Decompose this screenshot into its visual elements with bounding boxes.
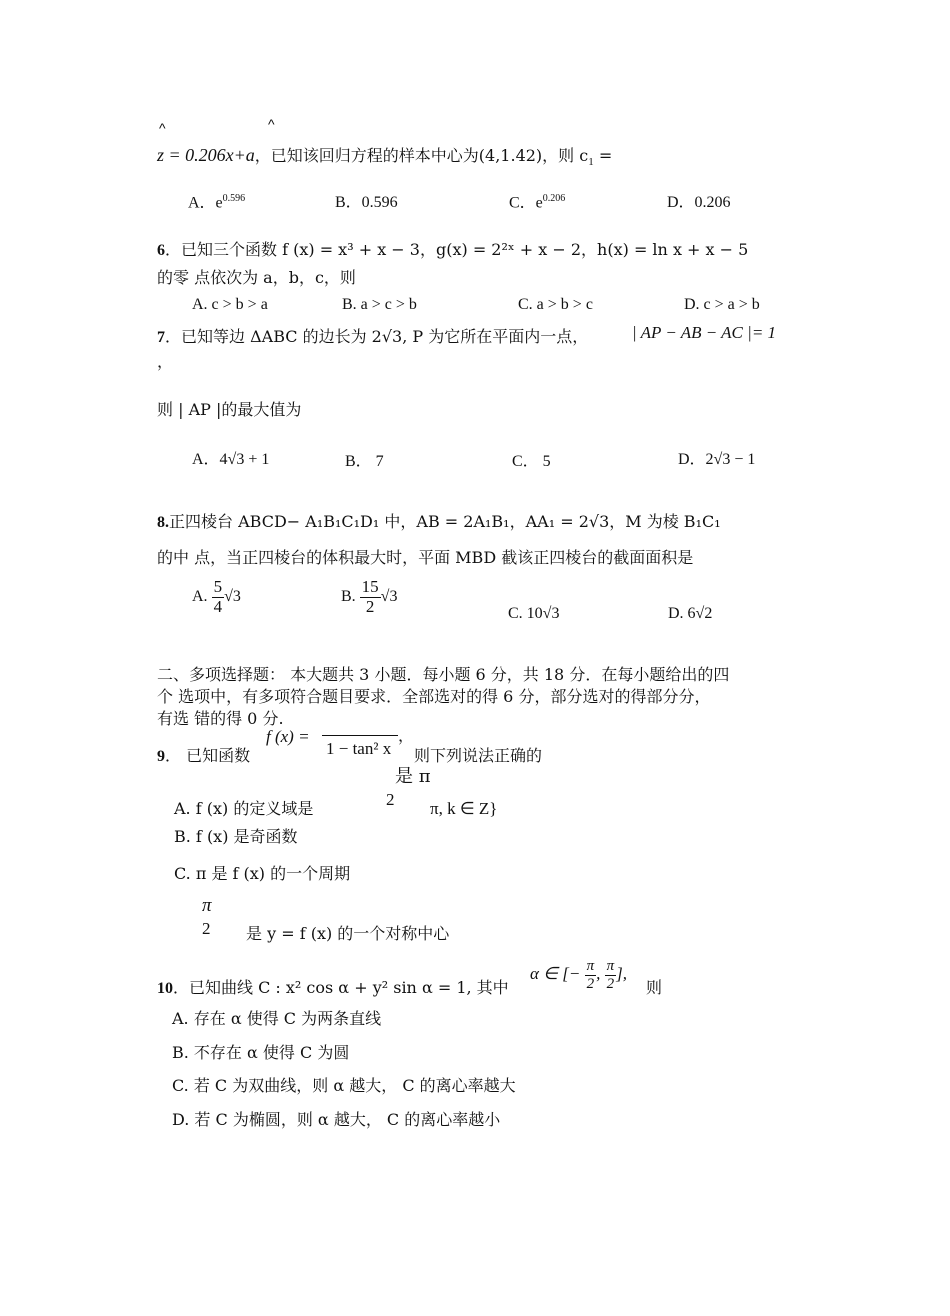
q8-option-a-label: A.: [192, 587, 208, 605]
q9-suffix-continuation: 是 π: [395, 766, 431, 787]
q10-number: 10: [157, 980, 173, 997]
q6-stem-line1: [157, 240, 748, 261]
q9-number: 9: [157, 748, 165, 765]
q10-option-d[interactable]: D. 若 C 为椭圆，则 α 越大， C 的离心率越小: [172, 1110, 501, 1129]
q8-option-b-radical: √3: [380, 587, 398, 605]
q10-range-frac-2: [605, 958, 617, 992]
q9-fraction-bar: [322, 735, 398, 736]
section2-instructions-line3: 有选 错的得 0 分.: [157, 709, 284, 728]
q8-option-b-fraction: [360, 578, 381, 616]
q10-range: α ∈ [− $\frac{\pi}{2}$ , $\frac{\pi}{2}$ ],: [530, 958, 627, 992]
q5-option-c-label: C．e: [509, 194, 543, 212]
q9-fraction-denominator: 1 − tan² x: [326, 739, 392, 758]
q8-option-b[interactable]: [341, 578, 397, 616]
q9-option-d[interactable]: 是 y = f (x) 的一个对称中心: [246, 924, 450, 943]
q5-sub: 1: [588, 156, 594, 169]
q8-text: 正四棱台 ABCD− A₁B₁C₁D₁ 中，AB = 2A₁B₁，AA₁ = 2√3，M 为棱 B₁C₁: [169, 512, 721, 531]
q9-function-lhs: f (x) =: [266, 727, 310, 746]
q5-equation-line: [157, 144, 612, 170]
q8-option-a[interactable]: [192, 578, 241, 616]
q7-comma: ，: [157, 352, 174, 371]
q9-option-a-frac-den: 2: [386, 790, 395, 809]
q5-text: ，已知该回归方程的样本中心为(4,1.42)，则 c: [254, 146, 589, 165]
q9-option-d-pi: π: [202, 895, 212, 916]
q9-option-a-set: π, k ∈ Z}: [430, 799, 498, 818]
q5-option-c-exp: 0.206: [542, 193, 566, 204]
q6-option-c[interactable]: C. a > b > c: [518, 296, 593, 313]
q10-option-c[interactable]: C. 若 C 为双曲线，则 α 越大， C 的离心率越大: [172, 1076, 516, 1095]
q8-option-a-denominator: 4: [213, 596, 223, 616]
q10-tail: 则: [646, 978, 663, 997]
q8-option-a-radical: √3: [224, 587, 241, 605]
q10-range-prefix: α ∈ [−: [530, 963, 581, 983]
q9-stem: [157, 746, 250, 767]
q6-option-a[interactable]: A. c > b > a: [192, 296, 268, 313]
q5-option-a[interactable]: [188, 193, 245, 213]
q9-option-c[interactable]: C. π 是 f (x) 的一个周期: [174, 864, 351, 883]
q5-tail: =: [593, 146, 613, 165]
q8-stem-line1: [157, 512, 721, 533]
q9-option-d-den: 2: [202, 919, 211, 938]
q10-range-frac-2-num: π: [606, 958, 615, 974]
q10-range-frac-1: [585, 958, 597, 992]
q9-fraction-tail: ，: [398, 726, 415, 745]
q8-option-a-fraction: [212, 578, 225, 616]
q8-option-b-numerator: 15: [361, 577, 379, 596]
regression-equation: z = 0.206x+a: [157, 145, 255, 165]
q8-option-a-numerator: 5: [213, 577, 223, 596]
q8-stem-line2: 的中 点，当正四棱台的体积最大时，平面 MBD 截该正四棱台的截面面积是: [157, 548, 694, 567]
q6-option-b[interactable]: B. a > c > b: [342, 296, 417, 313]
q8-option-b-label: B.: [341, 587, 356, 605]
section2-instructions-line1: 二、多项选择题： 本大题共 3 小题．每小题 6 分，共 18 分．在每小题给出的四: [157, 665, 730, 684]
section2-instructions-line2: 个 选项中，有多项符合题目要求．全部选对的得 6 分，部分选对的得部分分，: [157, 687, 711, 706]
hat-symbol: ^: [159, 120, 166, 136]
q7-option-a[interactable]: A．4√3 + 1: [192, 451, 270, 468]
q8-option-b-denominator: 2: [365, 596, 375, 616]
q10-range-end: ],: [616, 963, 627, 983]
q6-text: ．已知三个函数 f (x) = x³ + x − 3，g(x) = 2²ˣ + x − 2，h(x) = ln x + x − 5: [165, 240, 749, 259]
q5-option-a-exp: 0.596: [222, 193, 246, 204]
q5-option-c[interactable]: [509, 193, 565, 213]
q10-range-frac-1-num: π: [586, 958, 595, 974]
q7-option-b[interactable]: B． 7: [345, 453, 384, 470]
q5-option-a-label: A．e: [188, 194, 223, 212]
q7-option-d[interactable]: D．2√3 − 1: [678, 451, 756, 468]
q7-vector-condition: | AP − AB − AC |= 1: [632, 323, 777, 342]
q10-text: ．已知曲线 C : x² cos α + y² sin α = 1, 其中: [173, 978, 509, 997]
q7-text: ．已知等边 ΔABC 的边长为 2√3, P 为它所在平面内一点，: [165, 327, 589, 346]
q8-option-c[interactable]: C. 10√3: [508, 605, 560, 622]
q5-option-b[interactable]: B．0.596: [335, 194, 398, 211]
q6-stem-line2: 的零 点依次为 a，b，c，则: [157, 268, 356, 287]
q10-option-a[interactable]: A. 存在 α 使得 C 为两条直线: [172, 1009, 382, 1028]
q10-range-frac-1-den: 2: [586, 975, 595, 992]
q9-suffix: 则下列说法正确的: [414, 746, 543, 765]
q7-question: 则 | AP |的最大值为: [157, 400, 302, 419]
q10-range-frac-2-den: 2: [606, 975, 615, 992]
q7-number: 7: [157, 329, 165, 346]
q6-number: 6: [157, 242, 165, 259]
q10-stem: [157, 978, 509, 999]
q6-option-d[interactable]: D. c > a > b: [684, 296, 760, 313]
q9-option-a[interactable]: A. f (x) 的定义域是: [174, 799, 314, 818]
q8-number: 8.: [157, 514, 169, 531]
q8-option-d[interactable]: D. 6√2: [668, 605, 713, 622]
q7-option-c[interactable]: C． 5: [512, 453, 551, 470]
q9-prefix: ． 已知函数: [165, 746, 251, 765]
q9-option-b[interactable]: B. f (x) 是奇函数: [174, 827, 298, 846]
hat-symbol: ^: [268, 116, 275, 132]
q7-stem-line1: [157, 327, 588, 348]
q10-option-b[interactable]: B. 不存在 α 使得 C 为圆: [172, 1043, 350, 1062]
q5-option-d[interactable]: D．0.206: [667, 194, 731, 211]
